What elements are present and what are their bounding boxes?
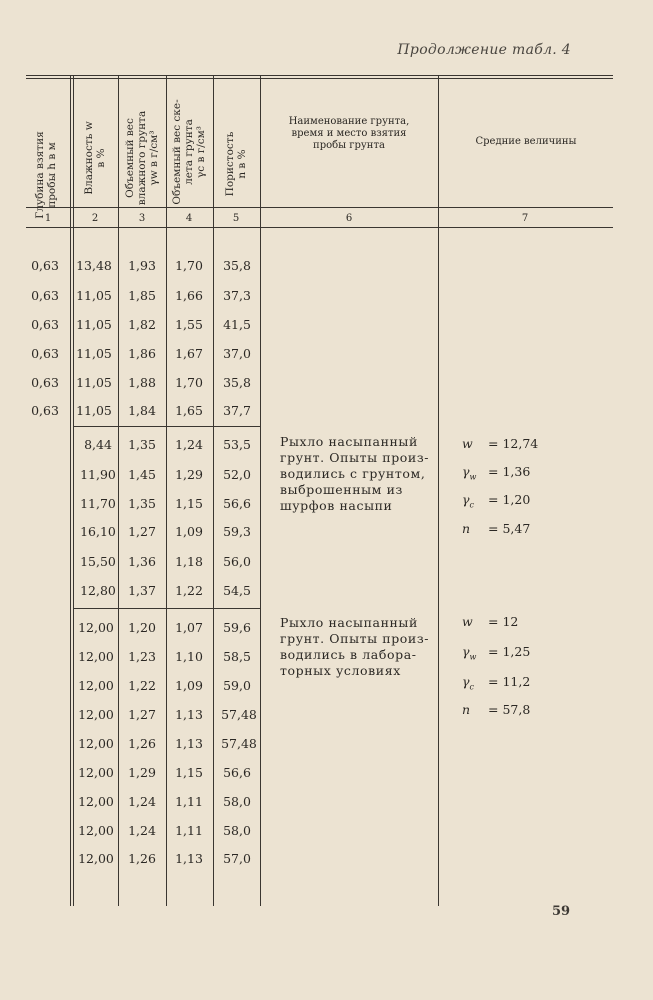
cell-porosity: 54,5	[223, 583, 251, 598]
cell-wet-density: 1,26	[128, 851, 156, 866]
cell-porosity: 52,0	[223, 467, 251, 482]
cell-porosity: 57,48	[221, 707, 257, 722]
cell-wet-density: 1,88	[128, 375, 156, 390]
col-divider-4	[213, 76, 214, 906]
group3-average-gw: $\gamma_w = 1,25$	[462, 644, 531, 662]
cell-wet-density: 1,23	[128, 649, 156, 664]
cell-wet-density: 1,86	[128, 346, 156, 361]
column-number: 1	[44, 213, 52, 224]
col-divider-2	[118, 76, 119, 906]
header-averages: Средние величины	[475, 136, 577, 147]
group2-average-gw: $\gamma_w = 1,36$	[462, 464, 531, 482]
cell-porosity: 58,5	[223, 649, 251, 664]
cell-moisture: 11,05	[76, 346, 112, 361]
group-separator-2	[73, 608, 260, 609]
cell-dry-density: 1,67	[175, 346, 203, 361]
cell-depth: 0,63	[31, 346, 59, 361]
cell-porosity: 58,0	[223, 823, 251, 838]
cell-wet-density: 1,20	[128, 620, 156, 635]
cell-wet-density: 1,93	[128, 258, 156, 273]
group2-description: Рыхло насыпанный грунт. Опыты произ- водились с грунтом, выброшенным из шурфов насыпи	[280, 434, 430, 513]
page-number: 59	[552, 904, 571, 919]
cell-porosity: 56,6	[223, 496, 251, 511]
cell-porosity: 37,3	[223, 288, 251, 303]
cell-wet-density: 1,26	[128, 736, 156, 751]
cell-porosity: 59,3	[223, 524, 251, 539]
column-number: 2	[91, 213, 99, 224]
cell-moisture: 8,44	[84, 437, 112, 452]
cell-depth: 0,63	[31, 288, 59, 303]
cell-dry-density: 1,70	[175, 375, 203, 390]
cell-moisture: 12,00	[78, 823, 114, 838]
group2-average-gc: $\gamma_c = 1,20$	[462, 492, 531, 510]
cell-porosity: 37,7	[223, 403, 251, 418]
cell-porosity: 59,6	[223, 620, 251, 635]
cell-moisture: 12,00	[78, 765, 114, 780]
cell-moisture: 11,05	[76, 288, 112, 303]
cell-porosity: 56,0	[223, 554, 251, 569]
cell-moisture: 11,05	[76, 375, 112, 390]
cell-moisture: 11,05	[76, 403, 112, 418]
cell-moisture: 12,00	[78, 707, 114, 722]
column-number: 4	[185, 213, 193, 224]
cell-dry-density: 1,29	[175, 467, 203, 482]
group-separator-1	[73, 426, 260, 427]
cell-moisture: 11,05	[76, 317, 112, 332]
header-soil-name: Наименование грунта, время и место взятия пробы грунта	[288, 116, 410, 151]
cell-wet-density: 1,37	[128, 583, 156, 598]
cell-dry-density: 1,13	[175, 707, 203, 722]
column-number: 3	[138, 213, 146, 224]
cell-dry-density: 1,55	[175, 317, 203, 332]
cell-wet-density: 1,29	[128, 765, 156, 780]
col-divider-1	[70, 76, 71, 906]
column-number: 7	[521, 213, 529, 224]
header-depth: Глубина взятия пробы h в м	[34, 131, 58, 219]
cell-dry-density: 1,11	[175, 823, 203, 838]
cell-moisture: 15,50	[80, 554, 116, 569]
cell-dry-density: 1,09	[175, 678, 203, 693]
header-dry-density: Объемный вес ске- лета грунта γc в г/см³	[171, 99, 207, 205]
header-wet-density: Объемный вес влажного грунта γw в г/см³	[124, 110, 160, 206]
cell-wet-density: 1,36	[128, 554, 156, 569]
cell-moisture: 12,80	[80, 583, 116, 598]
group3-average-w: w = 12	[462, 614, 519, 629]
group3-average-n: n = 57,8	[462, 702, 531, 717]
cell-dry-density: 1,07	[175, 620, 203, 635]
table-top-rule	[26, 75, 613, 76]
cell-dry-density: 1,13	[175, 736, 203, 751]
cell-dry-density: 1,66	[175, 288, 203, 303]
column-number-rule	[26, 227, 613, 228]
col-divider-1b	[73, 76, 74, 906]
cell-wet-density: 1,35	[128, 437, 156, 452]
cell-porosity: 35,8	[223, 258, 251, 273]
cell-porosity: 57,48	[221, 736, 257, 751]
cell-wet-density: 1,27	[128, 524, 156, 539]
cell-dry-density: 1,10	[175, 649, 203, 664]
cell-porosity: 41,5	[223, 317, 251, 332]
cell-moisture: 16,10	[80, 524, 116, 539]
cell-moisture: 11,90	[80, 467, 116, 482]
col-divider-3	[166, 76, 167, 906]
cell-porosity: 53,5	[223, 437, 251, 452]
cell-moisture: 13,48	[76, 258, 112, 273]
cell-porosity: 58,0	[223, 794, 251, 809]
cell-wet-density: 1,27	[128, 707, 156, 722]
group2-average-w: w = 12,74	[462, 436, 539, 451]
cell-wet-density: 1,22	[128, 678, 156, 693]
cell-dry-density: 1,13	[175, 851, 203, 866]
cell-moisture: 12,00	[78, 851, 114, 866]
cell-porosity: 57,0	[223, 851, 251, 866]
table-caption: Продолжение табл. 4	[397, 42, 571, 58]
cell-moisture: 12,00	[78, 620, 114, 635]
cell-dry-density: 1,70	[175, 258, 203, 273]
cell-dry-density: 1,65	[175, 403, 203, 418]
column-number: 6	[345, 213, 353, 224]
cell-wet-density: 1,24	[128, 794, 156, 809]
cell-dry-density: 1,18	[175, 554, 203, 569]
cell-moisture: 12,00	[78, 678, 114, 693]
cell-wet-density: 1,84	[128, 403, 156, 418]
cell-porosity: 35,8	[223, 375, 251, 390]
cell-depth: 0,63	[31, 258, 59, 273]
cell-depth: 0,63	[31, 317, 59, 332]
cell-dry-density: 1,09	[175, 524, 203, 539]
cell-porosity: 37,0	[223, 346, 251, 361]
cell-porosity: 59,0	[223, 678, 251, 693]
cell-wet-density: 1,24	[128, 823, 156, 838]
cell-dry-density: 1,15	[175, 496, 203, 511]
cell-dry-density: 1,11	[175, 794, 203, 809]
cell-moisture: 12,00	[78, 794, 114, 809]
cell-moisture: 11,70	[80, 496, 116, 511]
group2-average-n: n = 5,47	[462, 521, 531, 536]
cell-dry-density: 1,15	[175, 765, 203, 780]
col-divider-5	[260, 76, 261, 906]
header-bottom-rule	[26, 207, 613, 208]
cell-porosity: 56,6	[223, 765, 251, 780]
cell-depth: 0,63	[31, 403, 59, 418]
col-divider-6	[438, 76, 439, 906]
cell-wet-density: 1,35	[128, 496, 156, 511]
cell-wet-density: 1,82	[128, 317, 156, 332]
table-top-rule-double	[26, 78, 613, 79]
cell-wet-density: 1,85	[128, 288, 156, 303]
group3-average-gc: $\gamma_c = 11,2$	[462, 674, 531, 692]
header-moisture: Влажность w в %	[83, 121, 107, 195]
header-porosity: Пористость n в %	[224, 131, 248, 197]
cell-wet-density: 1,45	[128, 467, 156, 482]
cell-dry-density: 1,22	[175, 583, 203, 598]
cell-moisture: 12,00	[78, 736, 114, 751]
column-number: 5	[232, 213, 240, 224]
group3-description: Рыхло насыпанный грунт. Опыты произ- водились в лабора- торных условиях	[280, 615, 430, 678]
cell-depth: 0,63	[31, 375, 59, 390]
cell-dry-density: 1,24	[175, 437, 203, 452]
cell-moisture: 12,00	[78, 649, 114, 664]
